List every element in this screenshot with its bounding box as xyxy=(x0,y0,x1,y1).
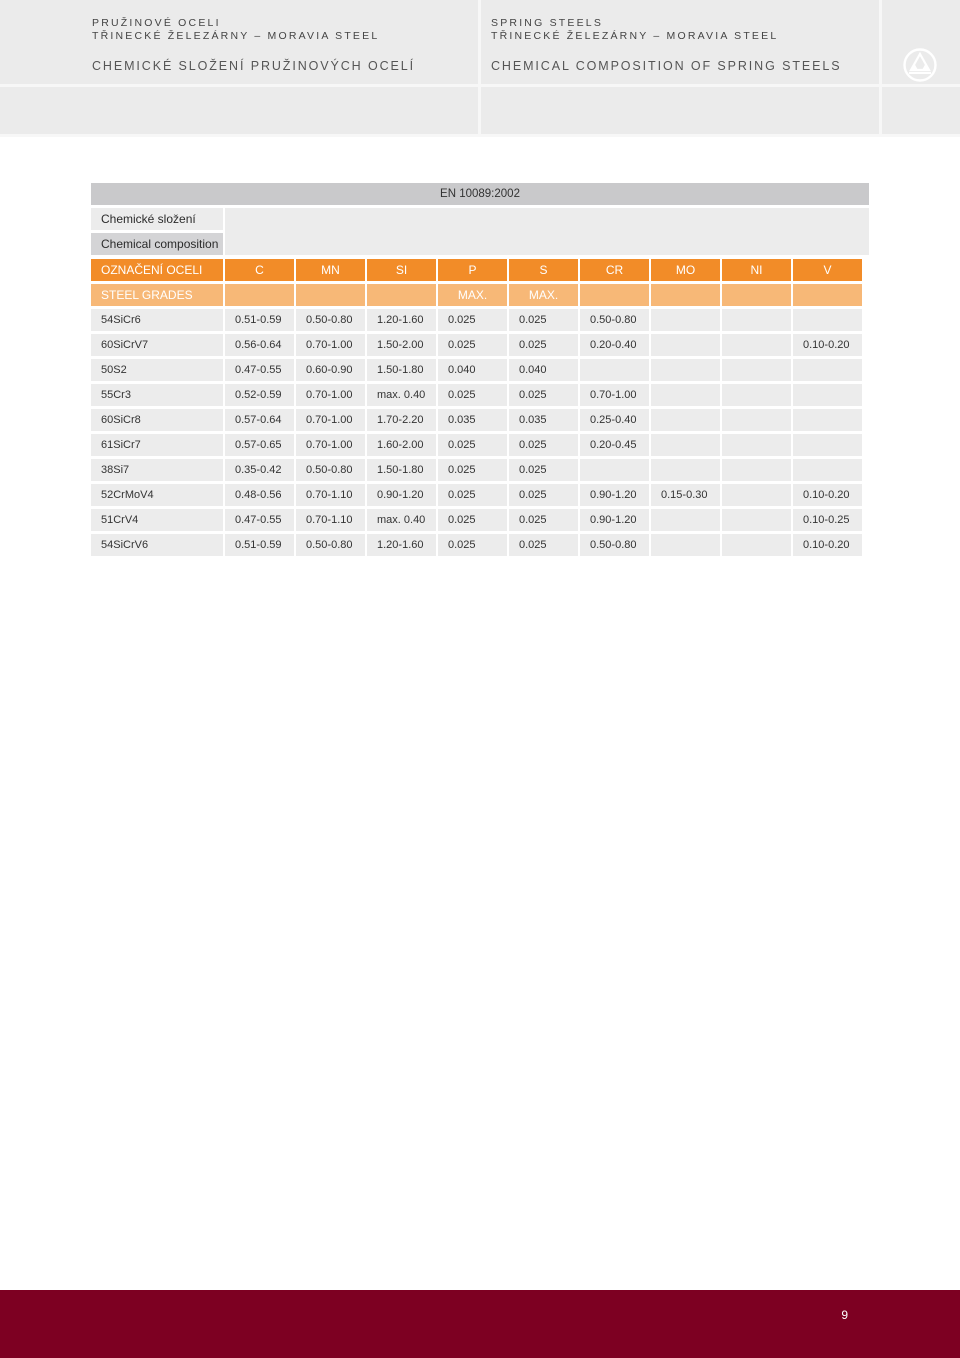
column-note-mo xyxy=(651,284,720,306)
value-cell-mo xyxy=(651,434,720,456)
header-rule xyxy=(0,134,960,137)
column-header-v: V xyxy=(793,259,862,281)
column-note-c xyxy=(225,284,294,306)
value-cell-ni xyxy=(722,509,791,531)
grade-cell: 54SiCr6 xyxy=(91,309,223,331)
value-cell-v xyxy=(793,459,862,481)
value-cell-si: 0.90-1.20 xyxy=(367,484,436,506)
value-cell-mn: 0.60-0.90 xyxy=(296,359,365,381)
value-cell-mo xyxy=(651,384,720,406)
value-cell-p: 0.035 xyxy=(438,409,507,431)
table-row xyxy=(91,459,869,481)
value-cell-v: 0.10-0.20 xyxy=(793,334,862,356)
value-cell-mo xyxy=(651,309,720,331)
value-cell-ni xyxy=(722,309,791,331)
value-cell-p: 0.025 xyxy=(438,459,507,481)
column-header-cr: CR xyxy=(580,259,649,281)
page-header xyxy=(0,0,960,137)
column-header-c: C xyxy=(225,259,294,281)
value-cell-s: 0.025 xyxy=(509,459,578,481)
value-cell-p: 0.025 xyxy=(438,384,507,406)
grade-cell: 38Si7 xyxy=(91,459,223,481)
value-cell-mo xyxy=(651,359,720,381)
value-cell-mo xyxy=(651,409,720,431)
value-cell-si: max. 0.40 xyxy=(367,384,436,406)
value-cell-si: max. 0.40 xyxy=(367,509,436,531)
value-cell-s: 0.025 xyxy=(509,384,578,406)
header-left-line2: TŘINECKÉ ŽELEZÁRNY – MORAVIA STEEL xyxy=(92,30,380,42)
header-right-line2: TŘINECKÉ ŽELEZÁRNY – MORAVIA STEEL xyxy=(491,30,779,42)
value-cell-v: 0.10-0.20 xyxy=(793,534,862,556)
table-row xyxy=(91,509,869,531)
value-cell-mn: 0.70-1.00 xyxy=(296,334,365,356)
value-cell-c: 0.47-0.55 xyxy=(225,359,294,381)
value-cell-ni xyxy=(722,534,791,556)
value-cell-v xyxy=(793,309,862,331)
value-cell-p: 0.025 xyxy=(438,434,507,456)
column-header-row xyxy=(91,259,869,281)
value-cell-cr: 0.50-0.80 xyxy=(580,534,649,556)
column-header-ni: NI xyxy=(722,259,791,281)
value-cell-v: 0.10-0.25 xyxy=(793,509,862,531)
value-cell-c: 0.57-0.64 xyxy=(225,409,294,431)
value-cell-mn: 0.70-1.00 xyxy=(296,409,365,431)
grade-cell: 60SiCr8 xyxy=(91,409,223,431)
value-cell-ni xyxy=(722,359,791,381)
table-row xyxy=(91,484,869,506)
table-row xyxy=(91,334,869,356)
grade-cell: 61SiCr7 xyxy=(91,434,223,456)
value-cell-c: 0.35-0.42 xyxy=(225,459,294,481)
value-cell-si: 1.50-2.00 xyxy=(367,334,436,356)
value-cell-mn: 0.70-1.10 xyxy=(296,509,365,531)
value-cell-p: 0.040 xyxy=(438,359,507,381)
header-right-line1: SPRING STEELS xyxy=(491,17,604,29)
value-cell-ni xyxy=(722,434,791,456)
value-cell-cr xyxy=(580,359,649,381)
column-note-s: MAX. xyxy=(509,284,578,306)
column-header-si: SI xyxy=(367,259,436,281)
value-cell-si: 1.70-2.20 xyxy=(367,409,436,431)
grade-header-en: STEEL GRADES xyxy=(91,284,223,306)
grade-cell: 51CrV4 xyxy=(91,509,223,531)
value-cell-mn: 0.50-0.80 xyxy=(296,459,365,481)
value-cell-ni xyxy=(722,484,791,506)
value-cell-mn: 0.70-1.00 xyxy=(296,434,365,456)
value-cell-ni xyxy=(722,409,791,431)
column-note-mn xyxy=(296,284,365,306)
value-cell-cr: 0.50-0.80 xyxy=(580,309,649,331)
grade-cell: 50S2 xyxy=(91,359,223,381)
value-cell-s: 0.025 xyxy=(509,434,578,456)
grade-cell: 54SiCrV6 xyxy=(91,534,223,556)
value-cell-cr: 0.20-0.40 xyxy=(580,334,649,356)
value-cell-ni xyxy=(722,459,791,481)
value-cell-s: 0.025 xyxy=(509,534,578,556)
table-row xyxy=(91,409,869,431)
header-left-title: CHEMICKÉ SLOŽENÍ PRUŽINOVÝCH OCELÍ xyxy=(92,59,415,73)
column-note-row xyxy=(91,284,869,306)
column-note-cr xyxy=(580,284,649,306)
chemical-composition-label-en: Chemical composition xyxy=(91,233,223,255)
value-cell-mn: 0.50-0.80 xyxy=(296,309,365,331)
column-header-mo: MO xyxy=(651,259,720,281)
value-cell-c: 0.47-0.55 xyxy=(225,509,294,531)
grade-header-cz: OZNAČENÍ OCELI xyxy=(91,259,223,281)
column-note-v xyxy=(793,284,862,306)
column-header-p: P xyxy=(438,259,507,281)
label-row-en xyxy=(91,233,869,255)
value-cell-s: 0.025 xyxy=(509,509,578,531)
value-cell-s: 0.035 xyxy=(509,409,578,431)
column-note-ni xyxy=(722,284,791,306)
value-cell-c: 0.52-0.59 xyxy=(225,384,294,406)
page-footer xyxy=(0,1290,960,1358)
value-cell-p: 0.025 xyxy=(438,509,507,531)
label-row-cz xyxy=(91,208,869,230)
header-left-line1: PRUŽINOVÉ OCELI xyxy=(92,17,221,29)
value-cell-s: 0.025 xyxy=(509,484,578,506)
value-cell-mn: 0.50-0.80 xyxy=(296,534,365,556)
value-cell-c: 0.51-0.59 xyxy=(225,309,294,331)
value-cell-si: 1.20-1.60 xyxy=(367,309,436,331)
value-cell-mo xyxy=(651,509,720,531)
value-cell-mo xyxy=(651,334,720,356)
value-cell-p: 0.025 xyxy=(438,534,507,556)
value-cell-cr: 0.25-0.40 xyxy=(580,409,649,431)
page-number: 9 xyxy=(841,1308,848,1322)
table-row xyxy=(91,384,869,406)
header-right-title: CHEMICAL COMPOSITION OF SPRING STEELS xyxy=(491,59,842,73)
value-cell-si: 1.50-1.80 xyxy=(367,459,436,481)
table-row xyxy=(91,434,869,456)
chemical-composition-label-cz: Chemické složení xyxy=(91,208,223,230)
value-cell-v xyxy=(793,359,862,381)
table-row xyxy=(91,534,869,556)
value-cell-s: 0.040 xyxy=(509,359,578,381)
value-cell-si: 1.20-1.60 xyxy=(367,534,436,556)
trinec-logo-icon xyxy=(903,48,937,82)
value-cell-c: 0.51-0.59 xyxy=(225,534,294,556)
value-cell-v xyxy=(793,409,862,431)
value-cell-v: 0.10-0.20 xyxy=(793,484,862,506)
header-left-column xyxy=(0,0,478,137)
column-note-p: MAX. xyxy=(438,284,507,306)
value-cell-p: 0.025 xyxy=(438,484,507,506)
value-cell-v xyxy=(793,434,862,456)
value-cell-v xyxy=(793,384,862,406)
column-header-s: S xyxy=(509,259,578,281)
value-cell-p: 0.025 xyxy=(438,309,507,331)
value-cell-si: 1.60-2.00 xyxy=(367,434,436,456)
table-row xyxy=(91,309,869,331)
header-divider xyxy=(879,0,882,137)
header-rule xyxy=(0,84,960,87)
value-cell-si: 1.50-1.80 xyxy=(367,359,436,381)
value-cell-mn: 0.70-1.10 xyxy=(296,484,365,506)
value-cell-cr: 0.90-1.20 xyxy=(580,484,649,506)
grade-cell: 55Cr3 xyxy=(91,384,223,406)
value-cell-mo xyxy=(651,534,720,556)
column-note-si xyxy=(367,284,436,306)
value-cell-mo xyxy=(651,459,720,481)
grade-cell: 52CrMoV4 xyxy=(91,484,223,506)
value-cell-cr: 0.90-1.20 xyxy=(580,509,649,531)
value-cell-c: 0.48-0.56 xyxy=(225,484,294,506)
value-cell-c: 0.57-0.65 xyxy=(225,434,294,456)
value-cell-s: 0.025 xyxy=(509,309,578,331)
value-cell-s: 0.025 xyxy=(509,334,578,356)
value-cell-ni xyxy=(722,334,791,356)
value-cell-ni xyxy=(722,384,791,406)
standard-label: EN 10089:2002 xyxy=(91,183,869,205)
standard-row xyxy=(91,183,869,205)
header-right-column xyxy=(481,0,879,137)
value-cell-c: 0.56-0.64 xyxy=(225,334,294,356)
value-cell-mn: 0.70-1.00 xyxy=(296,384,365,406)
value-cell-cr: 0.20-0.45 xyxy=(580,434,649,456)
value-cell-p: 0.025 xyxy=(438,334,507,356)
value-cell-cr: 0.70-1.00 xyxy=(580,384,649,406)
value-cell-cr xyxy=(580,459,649,481)
value-cell-mo: 0.15-0.30 xyxy=(651,484,720,506)
column-header-mn: MN xyxy=(296,259,365,281)
table-row xyxy=(91,359,869,381)
grade-cell: 60SiCrV7 xyxy=(91,334,223,356)
